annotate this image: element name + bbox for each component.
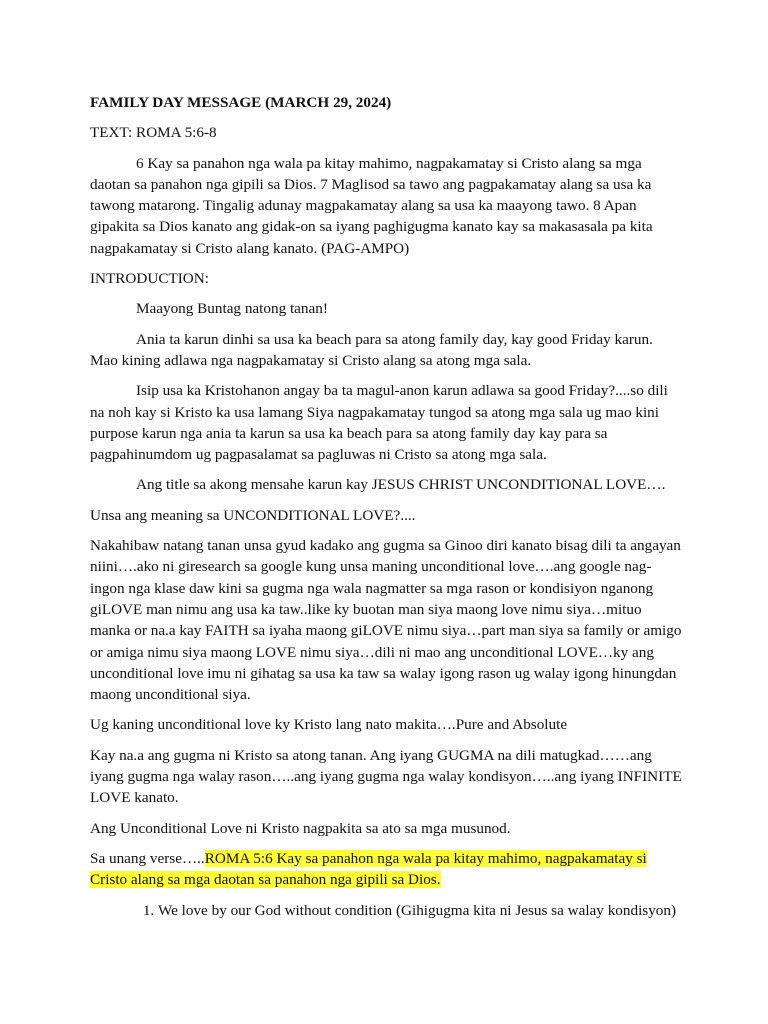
- first-verse-prefix: Sa unang verse…..: [90, 849, 205, 867]
- text-reference: TEXT: ROMA 5:6-8: [90, 124, 217, 142]
- numbered-list: [90, 900, 682, 921]
- scripture-passage: 6 Kay sa panahon nga wala pa kitay mahimo, nagpakamatay si Cristo alang sa mga daotan sa panahon nga gipili sa Dios. 7 Maglisod sa tawo ang pagpakamatay alang sa usa ka tawong matarong. Tingalig adunay magpakamatay alang sa usa ka maayong tawo. 8 Apan gipakita sa Dios kanato ang gidak-on sa iyang paghigugma kanato kay sa makasasala pa kita nagpakamatay si Cristo alang kanato. (PAG-AMPO): [90, 154, 653, 257]
- greeting: Maayong Buntag natong tanan!: [136, 300, 328, 318]
- document-page: [90, 92, 682, 921]
- paragraph-first-verse: [90, 848, 682, 891]
- paragraph-unconditional-love: Nakahibaw natang tanan unsa gyud kadako ang gugma sa Ginoo diri kanato bisag dili ta angayan niini….ako ni giresearch sa google kung unsa maning unconditional love….ang google nag-ingon nga klase daw kini sa gugma nga wala nagmatter sa mga rason or kondisiyon nganong giLOVE man nimu ang usa ka taw..like ky buotan man siya maong love nimu siya…mituo manka or na.a kay FAITH sa iyaha maong giLOVE nimu siya…part man siya sa family or amigo or amiga nimu siya maong LOVE nimu siya…dili ni mao ang unconditional LOVE…ky ang unconditional love imu ni gihatag sa usa ka taw sa walay igong rason ug walay igong hinungdan maong unconditional siya.: [90, 537, 682, 704]
- paragraph-pure-absolute: Ug kaning unconditional love ky Kristo lang nato makita….Pure and Absolute: [90, 716, 568, 734]
- paragraph-infinite-love: Kay na.a ang gugma ni Kristo sa atong tanan. Ang iyang GUGMA na dili matugkad……ang iyang gugma nga walay rason…..ang iyang gugma nga walay kondisyon…..ang iyang INFINITE LOVE kanato.: [90, 746, 682, 807]
- introduction-heading: INTRODUCTION:: [90, 270, 209, 288]
- paragraph-message-title: Ang title sa akong mensahe karun kay JESUS CHRIST UNCONDITIONAL LOVE….: [136, 476, 666, 494]
- paragraph-good-friday: Isip usa ka Kristohanon angay ba ta magul-anon karun adlawa sa good Friday?....so dili na noh kay si Kristo ka usa lamang Siya nagpakamatay tungod sa atong mga sala ug mao kini purpose karun nga ania ta karun sa usa ka beach para sa atong family day kay para sa pagpahinumdom ug pagpasalamat sa pagluwas ni Cristo sa atong mga sala.: [90, 382, 668, 464]
- highlighted-verse: ROMA 5:6 Kay sa panahon nga wala pa kitay mahimo, nagpakamatay si Cristo alang sa mga daotan sa panahon nga gipili sa Dios.: [90, 849, 647, 889]
- paragraph-meaning-question: Unsa ang meaning sa UNCONDITIONAL LOVE?....: [90, 506, 416, 524]
- paragraph-following: Ang Unconditional Love ni Kristo nagpakita sa ato sa mga musunod.: [90, 819, 511, 837]
- paragraph-beach: Ania ta karun dinhi sa usa ka beach para sa atong family day, kay good Friday karun. Mao kining adlawa nga nagpakamatay si Cristo alang sa atong mga sala.: [90, 330, 653, 369]
- document-title: FAMILY DAY MESSAGE (MARCH 29, 2024): [90, 94, 392, 111]
- list-item: 1. We love by our God without condition (Gihigugma kita ni Jesus sa walay kondisyon): [158, 900, 682, 921]
